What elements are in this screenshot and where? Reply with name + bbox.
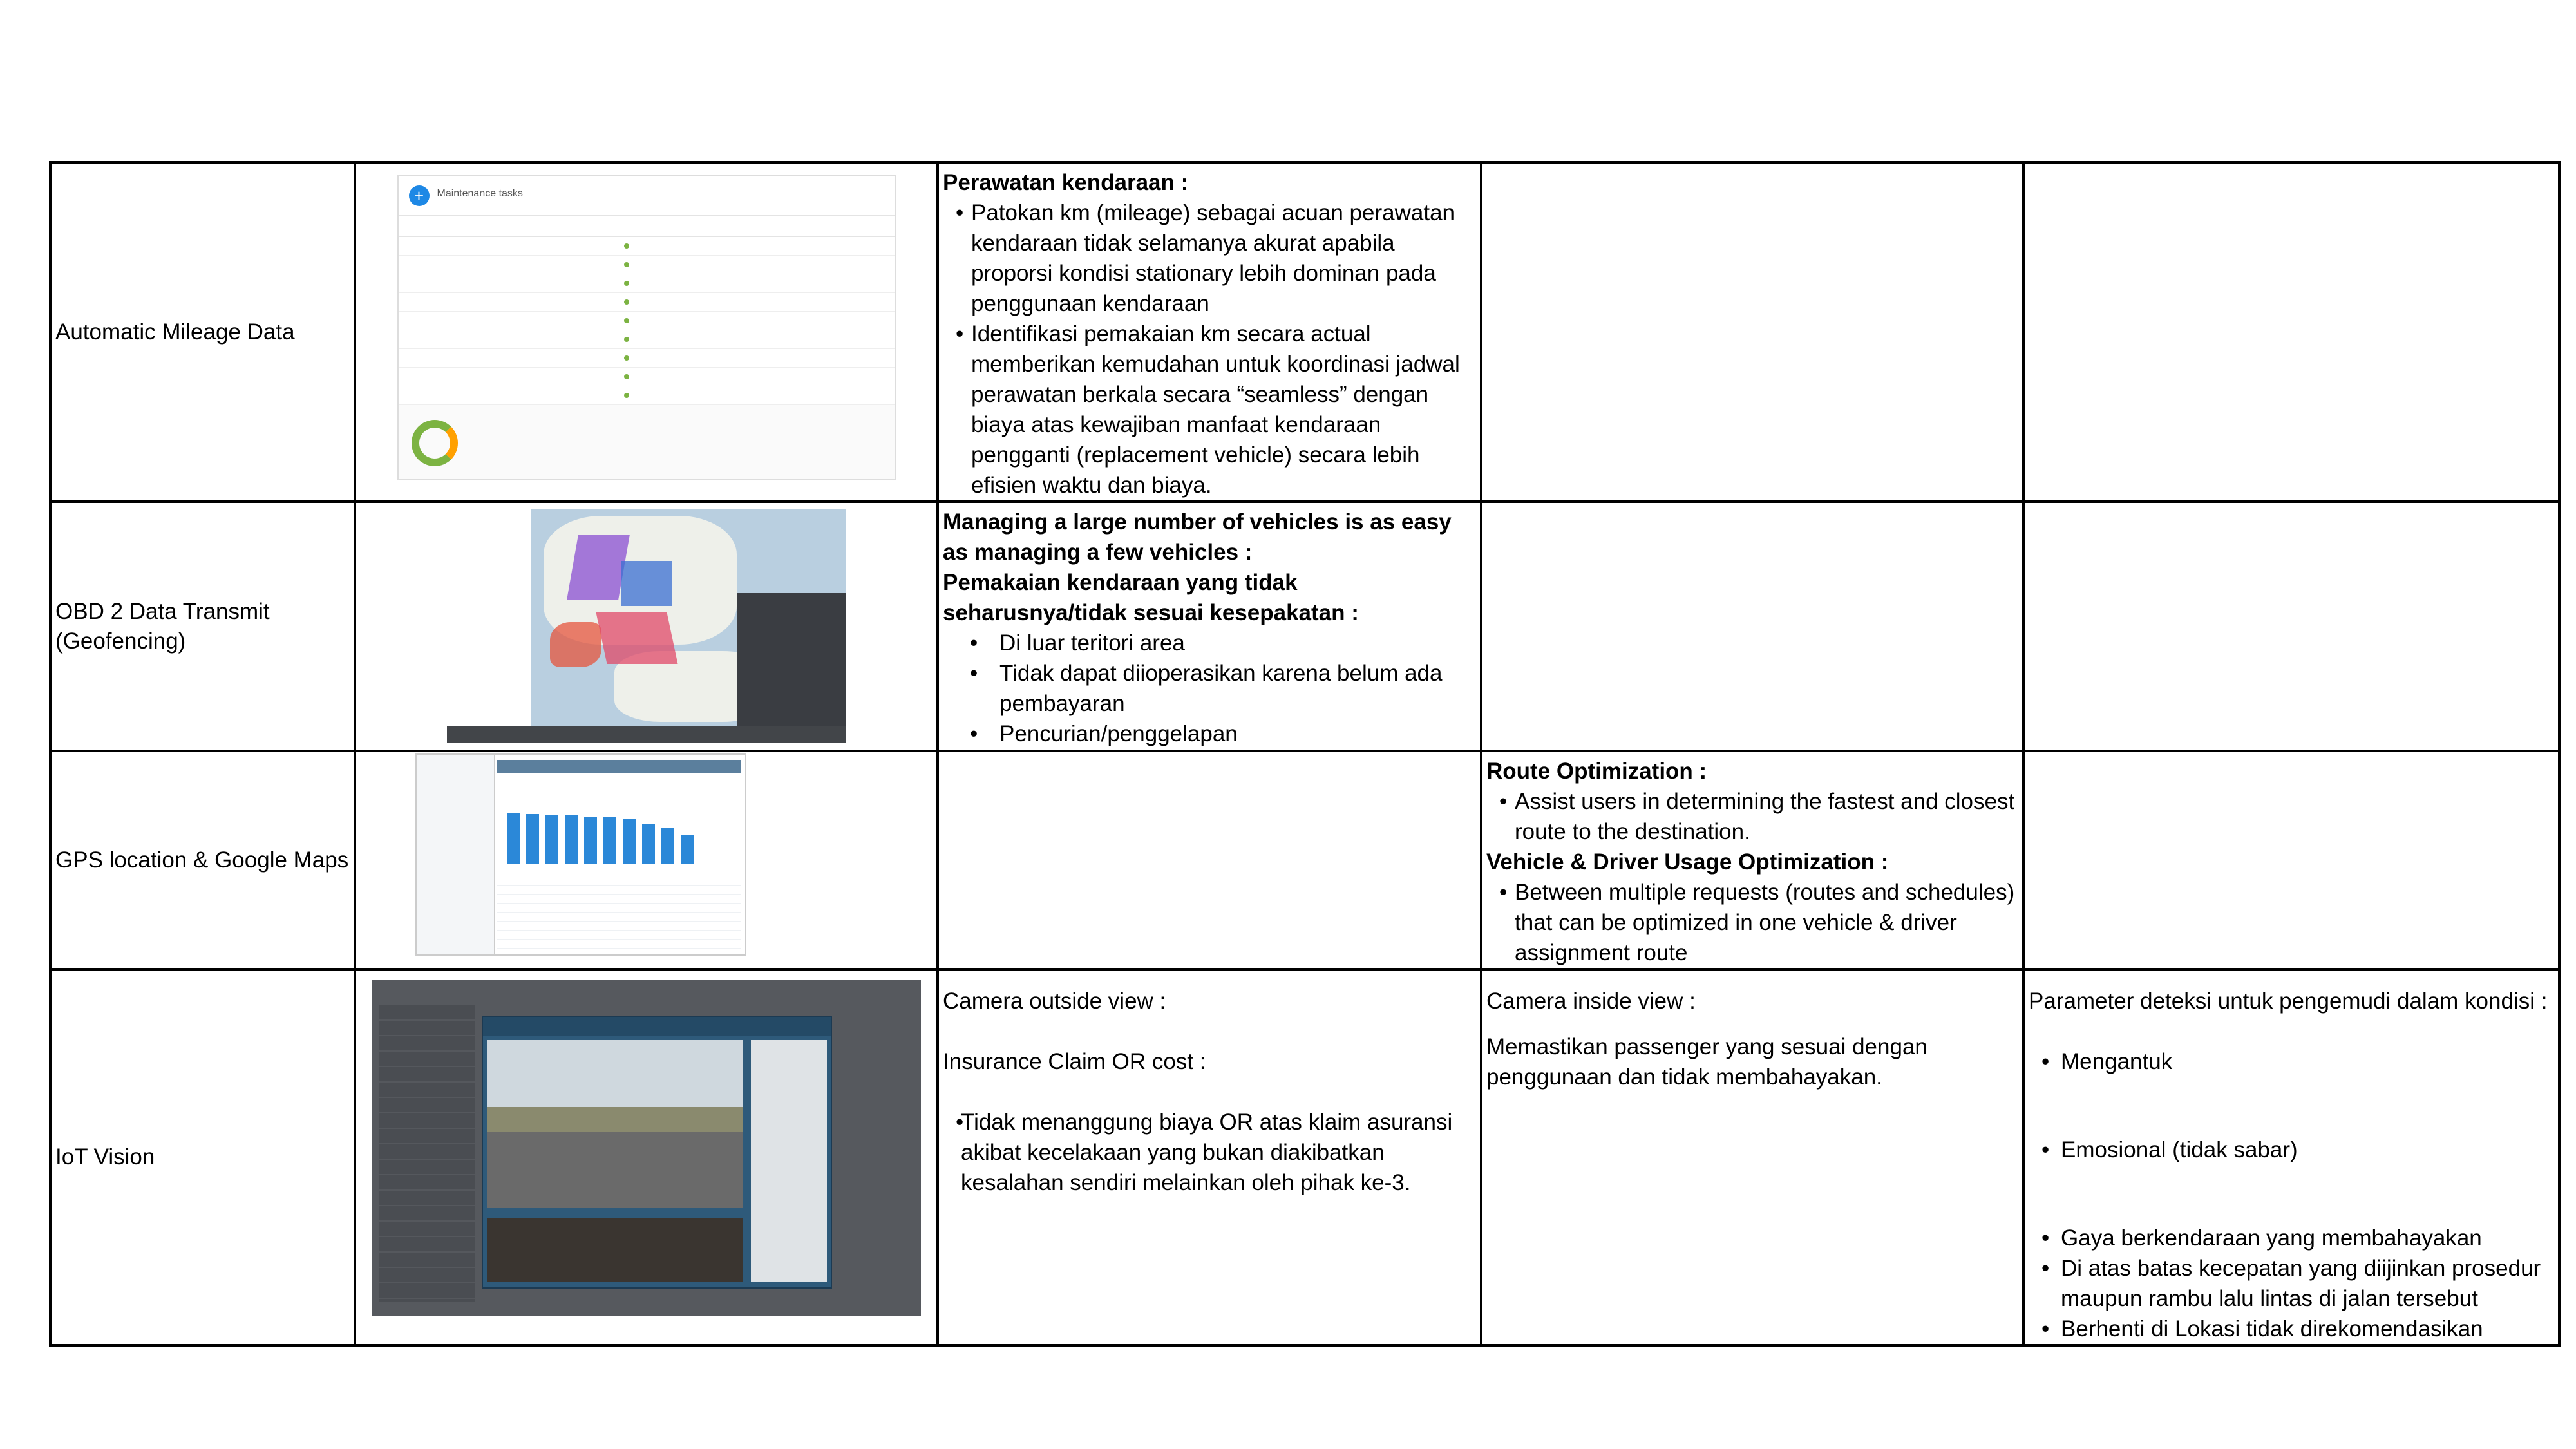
camera-thumbnails <box>487 1218 743 1282</box>
camera-screenshot <box>372 980 921 1316</box>
text-line: Camera outside view : <box>943 989 1166 1014</box>
description-cell <box>1481 969 2023 1345</box>
add-icon: + <box>409 185 430 206</box>
bullet-item: • Gaya berkendaraan yang membahayakan <box>2029 1223 2555 1253</box>
bullet-item: • Di atas batas kecepatan yang diijinkan prosedur maupun rambu lalu lintas di jalan tersebut <box>2029 1253 2555 1314</box>
text-line: Memastikan passenger yang sesuai dengan penggunaan dan tidak membahayakan. <box>1486 1034 1927 1090</box>
text-line: Camera inside view : <box>1486 989 1696 1014</box>
empty-cell <box>2023 162 2559 502</box>
bullet-item: • Mengantuk <box>2029 1046 2555 1077</box>
table-row <box>50 969 2559 1345</box>
sensor-graph <box>751 1040 827 1282</box>
table-row <box>50 502 2559 751</box>
section-heading: Route Optimization : <box>1486 759 1707 784</box>
row-label: GPS location & Google Maps <box>50 751 355 969</box>
description-cell <box>2023 969 2559 1345</box>
route-report-screenshot <box>415 753 746 956</box>
description-cell <box>938 969 1481 1345</box>
table-row <box>50 751 2559 969</box>
section-heading: Pemakaian kendaraan yang tidak seharusnya/tidak sesuai kesepakatan : <box>943 570 1359 625</box>
screenshot-cell <box>355 751 938 969</box>
empty-cell <box>1481 502 2023 751</box>
bullet-item: • Berhenti di Lokasi tidak direkomendasikan <box>2029 1314 2555 1344</box>
bullet-item: • Tidak menanggung biaya OR atas klaim asuransi akibat kecelakaan yang bukan diakibatkan kesalahan sendiri melainkan oleh pihak ke-3. <box>943 1107 1477 1198</box>
section-heading: Perawatan kendaraan : <box>943 170 1189 195</box>
row-label: IoT Vision <box>50 969 355 1345</box>
bullet-item: • Emosional (tidak sabar) <box>2029 1135 2555 1165</box>
snapshot-window <box>482 1016 832 1289</box>
screenshot-cell <box>355 969 938 1345</box>
screenshot-cell <box>355 502 938 751</box>
bullet-item: • Tidak dapat diioperasikan karena belum ada pembayaran <box>943 658 1477 719</box>
section-heading: Managing a large number of vehicles is as easy as managing a few vehicles : <box>943 509 1452 565</box>
text-line: Parameter deteksi untuk pengemudi dalam kondisi : <box>2029 989 2548 1014</box>
empty-cell <box>938 751 1481 969</box>
description-cell <box>1481 751 2023 969</box>
table-row <box>50 162 2559 502</box>
screenshot-title: Maintenance tasks <box>437 188 523 199</box>
row-label: OBD 2 Data Transmit (Geofencing) <box>50 502 355 751</box>
geofence-map-screenshot <box>447 509 846 743</box>
donut-chart-icon <box>412 420 458 466</box>
row-label: Automatic Mileage Data <box>50 162 355 502</box>
feature-table <box>49 161 2561 1347</box>
empty-cell <box>1481 162 2023 502</box>
description-cell <box>938 162 1481 502</box>
screenshot-cell <box>355 162 938 502</box>
description-cell <box>938 502 1481 751</box>
empty-cell <box>2023 502 2559 751</box>
bullet-item: • Pencurian/penggelapan <box>943 719 1477 749</box>
bullet-item: • Patokan km (mileage) sebagai acuan perawatan kendaraan tidak selamanya akurat apabila proporsi kondisi stationary lebih dominan pada penggunaan kendaraan <box>943 198 1477 319</box>
bullet-item: • Assist users in determining the fastest and closest route to the destination. <box>1486 786 2020 847</box>
bullet-item: • Di luar teritori area <box>943 628 1477 658</box>
text-line: Insurance Claim OR cost : <box>943 1049 1206 1074</box>
bullet-item: • Between multiple requests (routes and schedules) that can be optimized in one vehicle & driver assignment route <box>1486 877 2020 968</box>
maintenance-screenshot <box>397 175 896 480</box>
section-heading: Vehicle & Driver Usage Optimization : <box>1486 849 1889 875</box>
road-camera-image <box>487 1040 743 1208</box>
empty-cell <box>2023 751 2559 969</box>
bullet-item: • Identifikasi pemakaian km secara actual memberikan kemudahan untuk koordinasi jadwal perawatan berkala secara “seamless” dengan biaya atas kewajiban manfaat kendaraan pengganti (replacement vehicle) secara lebih efisien waktu dan biaya. <box>943 319 1477 500</box>
